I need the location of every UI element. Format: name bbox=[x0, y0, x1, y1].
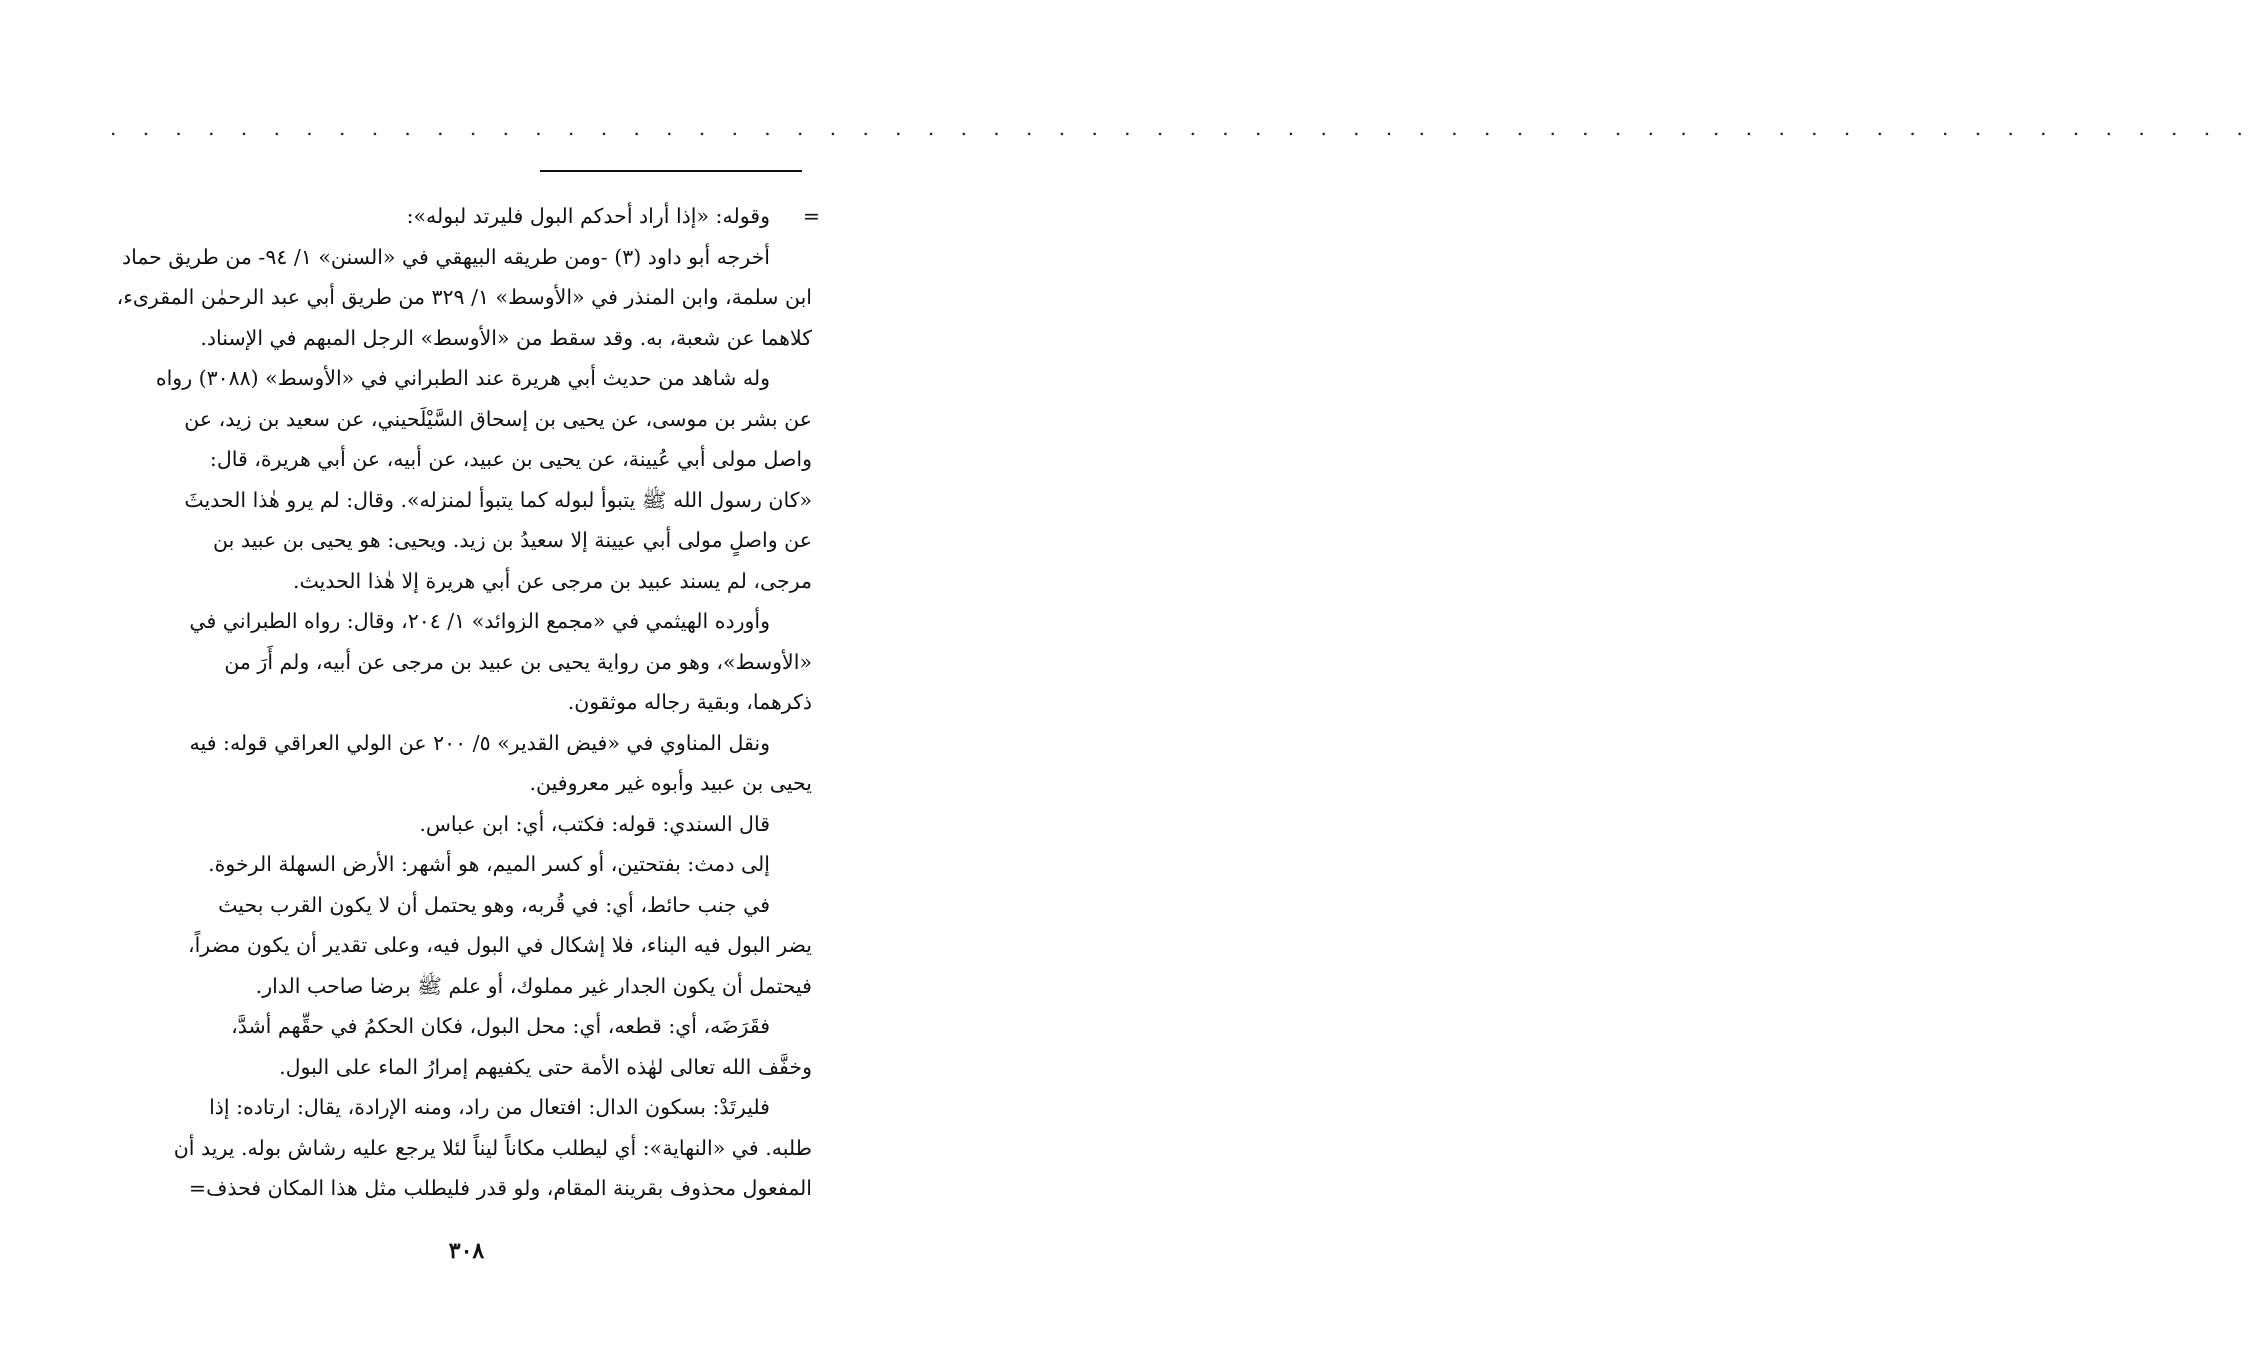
text-line: واصل مولى أبي عُيينة، عن يحيى بن عبيد، عن أبيه، عن أبي هريرة، قال: bbox=[209, 447, 812, 471]
text-line: وأورده الهيثمي في «مجمع الزوائد» ١/ ٢٠٤، وقال: رواه الطبراني في bbox=[189, 609, 770, 633]
text-line: ذكرهما، وبقية رجاله موثقون. bbox=[567, 690, 812, 714]
continuation-mark: = bbox=[802, 204, 820, 228]
text-line: أخرجه أبو داود (٣) -ومن طريقه البيهقي في «السنن» ١/ ٩٤- من طريق حماد bbox=[121, 244, 770, 269]
text-line: ابن سلمة، وابن المنذر في «الأوسط» ١/ ٣٢٩ من طريق أبي عبد الرحمٰن المقرىء، bbox=[116, 285, 812, 309]
text-line: فليرتَدْ: بسكون الدال: افتعال من راد، ومنه الإرادة، يقال: ارتاده: إذا bbox=[209, 1095, 770, 1119]
text-line: المفعول محذوف بقرينة المقام، ولو قدر فليطلب مثل هذا المكان فحذف= bbox=[188, 1176, 812, 1200]
text-line: «كان رسول الله ﷺ يتبوأ لبوله كما يتبوأ لمنزله». وقال: لم يرو هٰذا الحديثَ bbox=[184, 487, 812, 512]
dotted-separator: . . . . . . . . . . . . . . . . . . . . . . . . . . . . . . . . . . . . . . . . . . . . . . . . . . . . . . . . . . . . . . . . . . bbox=[110, 116, 2253, 140]
text-line: وخفَّف الله تعالى لهٰذه الأمة حتى يكفيهم إمرارُ الماء على البول. bbox=[279, 1054, 812, 1079]
footnote-rule bbox=[540, 170, 802, 172]
text-line: إلى دمث: بفتحتين، أو كسر الميم، هو أشهر: الأرض السهلة الرخوة. bbox=[208, 852, 770, 876]
text-line: فيحتمل أن يكون الجدار غير مملوك، أو علم ﷺ برضا صاحب الدار. bbox=[255, 973, 812, 998]
text-line: «الأوسط»، وهو من رواية يحيى بن عبيد بن مرجى عن أبيه، ولم أَرَ من bbox=[224, 649, 812, 674]
text-line: وله شاهد من حديث أبي هريرة عند الطبراني في «الأوسط» (٣٠٨٨) رواه bbox=[155, 366, 770, 390]
text-line: في جنب حائط، أي: في قُربه، وهو يحتمل أن لا يكون القرب بحيث bbox=[218, 892, 770, 917]
text-line-content: وقوله: «إذا أراد أحدكم البول فليرتد لبوله»: bbox=[406, 204, 770, 228]
text-line: كلاهما عن شعبة، به. وقد سقط من «الأوسط» الرجل المبهم في الإسناد. bbox=[200, 325, 812, 350]
text-line: قال السندي: قوله: فكتب، أي: ابن عباس. bbox=[419, 811, 770, 836]
text-line: يضر البول فيه البناء، فلا إشكال في البول فيه، وعلى تقدير أن يكون مضراً، bbox=[187, 933, 812, 957]
text-line: عن واصلٍ مولى أبي عيينة إلا سعيدُ بن زيد. ويحيى: هو يحيى بن عبيد بن bbox=[213, 528, 812, 552]
text-line: فقَرَضَه، أي: قطعه، أي: محل البول، فكان الحكمُ في حقِّهم أشدَّ، bbox=[231, 1014, 770, 1038]
footnote-text bbox=[102, 196, 820, 1209]
page-number: ٣٠٨ bbox=[448, 1238, 485, 1264]
text-line: طلبه. في «النهاية»: أي ليطلب مكاناً ليناً لئلا يرجع عليه رشاش بوله. يريد أن bbox=[173, 1135, 812, 1160]
text-line: عن بشر بن موسى، عن يحيى بن إسحاق السَّيْلَحيني، عن سعيد بن زيد، عن bbox=[184, 406, 812, 431]
text-line bbox=[102, 196, 820, 237]
text-line: يحيى بن عبيد وأبوه غير معروفين. bbox=[529, 771, 812, 795]
text-line: مرجى، لم يسند عبيد بن مرجى عن أبي هريرة إلا هٰذا الحديث. bbox=[292, 568, 812, 593]
text-line: ونقل المناوي في «فيض القدير» ٥/ ٢٠٠ عن الولي العراقي قوله: فيه bbox=[189, 730, 770, 755]
